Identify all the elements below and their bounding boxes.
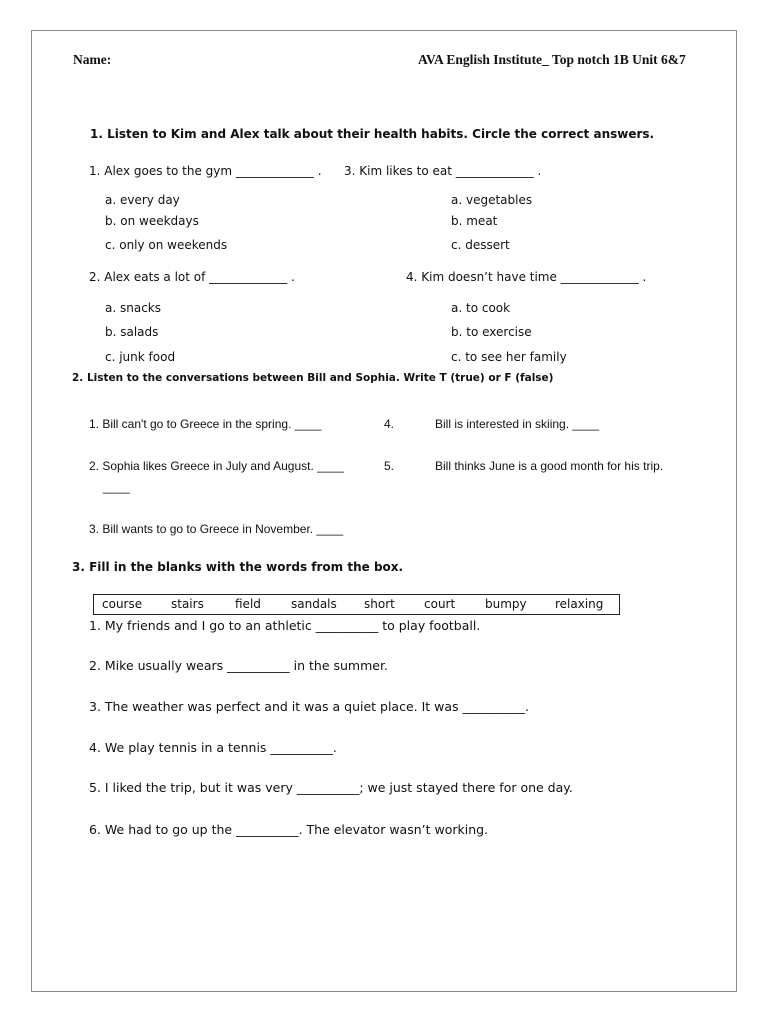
tf-number-4: 4.	[384, 417, 395, 431]
q1-option-b: b. on weekdays	[105, 214, 199, 228]
tf-statement-5: Bill thinks June is a good month for his trip.	[435, 459, 664, 473]
section3-title: 3. Fill in the blanks with the words from the box.	[72, 560, 404, 574]
q2-option-a: a. snacks	[105, 301, 161, 315]
word-short: short	[364, 597, 395, 611]
tf-statement-1: 1. Bill can't go to Greece in the spring. ____	[89, 417, 322, 431]
q1-option-a: a. every day	[105, 193, 180, 207]
fill-item-2: 2. Mike usually wears __________ in the summer.	[89, 658, 388, 673]
word-relaxing: relaxing	[555, 597, 604, 611]
q3-option-a: a. vegetables	[451, 193, 533, 207]
fill-item-6: 6. We had to go up the __________. The elevator wasn’t working.	[89, 822, 489, 837]
name-label: Name:	[73, 52, 112, 67]
q3-option-c: c. dessert	[451, 238, 510, 252]
tf-statement-4: Bill is interested in skiing. ____	[435, 417, 600, 431]
fill-item-4: 4. We play tennis in a tennis __________.	[89, 740, 337, 755]
tf-statement-3: 3. Bill wants to go to Greece in November. ____	[89, 522, 344, 536]
fill-item-3: 3. The weather was perfect and it was a quiet place. It was __________.	[89, 699, 530, 714]
q4-option-b: b. to exercise	[451, 325, 532, 339]
tf-statement-5-blank: ____	[103, 480, 130, 494]
word-field: field	[235, 597, 261, 611]
word-sandals: sandals	[291, 597, 337, 611]
q4-option-c: c. to see her family	[451, 350, 567, 364]
q1-option-c: c. only on weekends	[105, 238, 228, 252]
q3-option-b: b. meat	[451, 214, 498, 228]
word-bumpy: bumpy	[485, 597, 527, 611]
question-4: 4. Kim doesn’t have time _____________ .	[406, 270, 647, 284]
word-stairs: stairs	[171, 597, 204, 611]
institute-title: AVA English Institute_ Top notch 1B Unit 6&7	[418, 52, 686, 67]
question-3: 3. Kim likes to eat _____________ .	[344, 164, 542, 178]
q4-option-a: a. to cook	[451, 301, 511, 315]
fill-item-5: 5. I liked the trip, but it was very __________; we just stayed there for one day.	[89, 780, 573, 795]
q2-option-c: c. junk food	[105, 350, 176, 364]
word-course: course	[102, 597, 143, 611]
word-court: court	[424, 597, 456, 611]
section1-title: 1. Listen to Kim and Alex talk about their health habits. Circle the correct answers.	[90, 127, 655, 141]
section2-title: 2. Listen to the conversations between Bill and Sophia. Write T (true) or F (false)	[72, 372, 554, 384]
tf-number-5: 5.	[384, 459, 395, 473]
question-2: 2. Alex eats a lot of _____________ .	[89, 270, 295, 284]
tf-statement-2: 2. Sophia likes Greece in July and August. ____	[89, 459, 344, 473]
q2-option-b: b. salads	[105, 325, 159, 339]
word-box	[93, 594, 620, 615]
fill-item-1: 1. My friends and I go to an athletic __________ to play football.	[89, 618, 481, 633]
question-1: 1. Alex goes to the gym _____________ .	[89, 164, 322, 178]
